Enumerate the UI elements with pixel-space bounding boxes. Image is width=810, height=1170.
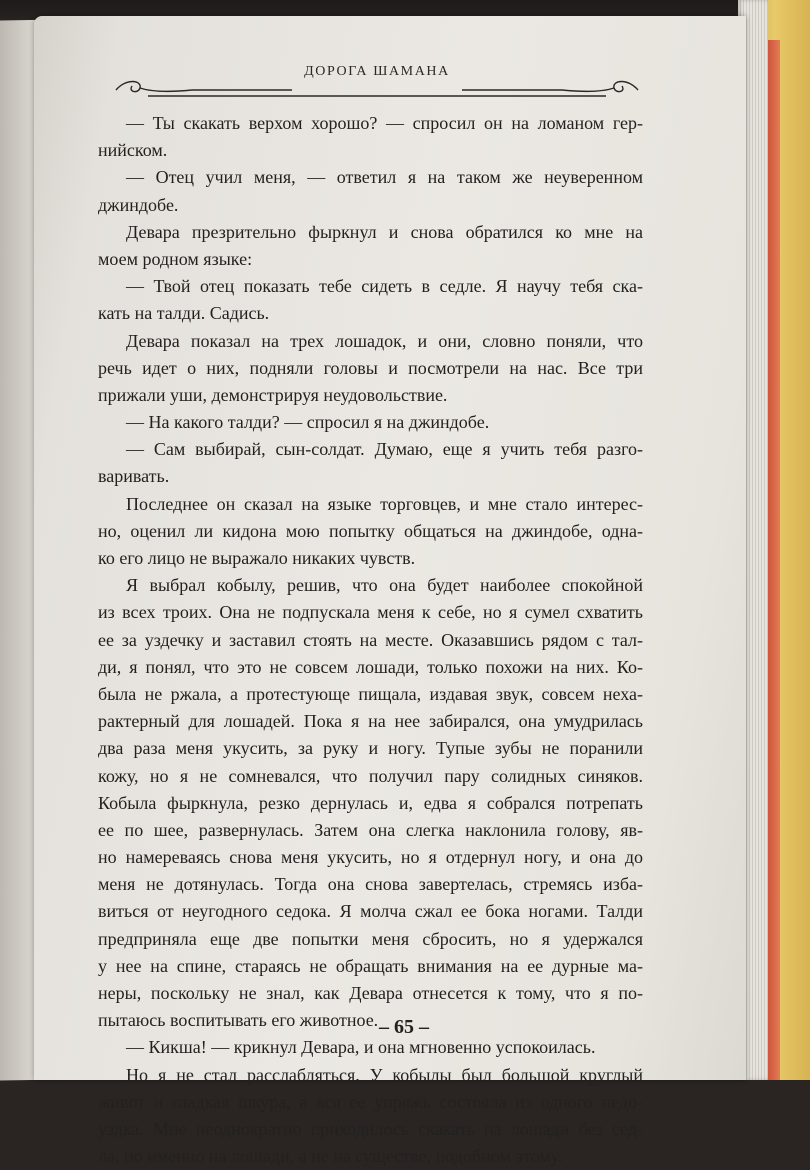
text-line: — Твой отец показать тебе сидеть в седле. Я научу тебя ска-: [126, 276, 643, 297]
text-line: ее по шее, развернулась. Затем она слегка наклонила голову, яв-: [98, 819, 643, 840]
text-line: — Кикша! — крикнул Девара, и она мгновенно успокоилась.: [126, 1037, 596, 1058]
text-line: Девара показал на трех лошадок, и они, словно поняли, что: [126, 330, 643, 351]
text-line: моем родном языке:: [98, 248, 253, 269]
text-line: виться от неугодного седока. Я молча сжал ее бока ногами. Талди: [98, 901, 643, 922]
text-line: Я выбрал кобылу, решив, что она будет наиболее спокойной: [126, 575, 643, 596]
text-line: рактерный для лошадей. Пока я на нее забирался, она умудрилась: [98, 711, 643, 732]
page-header: [112, 62, 642, 102]
text-line: — На какого талди? — спросил я на джиндобе.: [126, 412, 490, 433]
text-line: речь идет о них, подняли головы и посмотрели на нас. Все три: [98, 357, 643, 378]
text-line: кать на талди. Садись.: [98, 303, 270, 324]
text-line: — Сам выбирай, сын-солдат. Думаю, еще я учить тебя разго-: [126, 439, 643, 460]
text-line: живот и гладкая шкура, а вся ее упряжь состояла из одного недо-: [98, 1091, 643, 1112]
text-line: Девара презрительно фыркнул и снова обратился ко мне на: [126, 221, 643, 242]
cover-edge: [768, 40, 780, 1080]
text-line: прижали уши, демонстрируя неудовольствие.: [98, 384, 448, 405]
text-line: Последнее он сказал на языке торговцев, и мне стало интерес-: [126, 493, 643, 514]
text-line: уздка. Мне неоднократно приходилось скакать на лошади без сед-: [98, 1118, 643, 1139]
text-line: Но я не стал расслабляться. У кобылы был большой круглый: [126, 1064, 643, 1085]
text-line: из всех троих. Она не подпускала меня к себе, но я сумел схватить: [98, 602, 643, 623]
text-line: нийском.: [98, 140, 168, 161]
text-line: пытаюсь воспитывать его животное.: [98, 1010, 379, 1031]
text-line: меня не дотянулась. Тогда она снова завертелась, стремясь изба-: [98, 874, 643, 895]
running-title: ДОРОГА ШАМАНА: [304, 64, 450, 79]
body-text: [98, 110, 643, 1170]
ornamental-rule: [112, 76, 642, 102]
text-line: но, оценил ли кидона мою попытку общаться на джиндобе, одна-: [98, 520, 643, 541]
text-line: ла, но именно на лошади, а не на существе, подобном этому.: [98, 1146, 563, 1167]
text-line: — Отец учил меня, — ответил я на таком же неуверенном: [126, 167, 643, 188]
text-line: Кобыла фыркнула, резко дернулась и, едва я собрался потрепать: [98, 792, 643, 813]
text-line: предприняла еще две попытки меня сбросить, но я удержался: [98, 928, 643, 949]
text-line: ди, я понял, что это не совсем лошади, только похожи на них. Ко-: [98, 656, 643, 677]
text-line: у нее на спине, стараясь не обращать внимания на ее дурные ма-: [98, 955, 643, 976]
book-page: [34, 16, 746, 1167]
text-line: ко его лицо не выражало никаких чувств.: [98, 548, 416, 568]
text-line: — Ты скакать верхом хорошо? — спросил он на ломаном гер-: [126, 113, 643, 133]
text-line: два раза меня укусить, за руку и ногу. Тупые зубы не поранили: [98, 738, 643, 759]
page-number: – 65 –: [379, 1016, 429, 1038]
text-line: варивать.: [98, 466, 170, 487]
text-line: неры, поскольку не знал, как Девара отнесется к тому, что я по-: [98, 983, 643, 1003]
text-line: ее за уздечку и заставил стоять на месте. Оказавшись рядом с тал-: [98, 629, 643, 650]
text-line: джиндобе.: [98, 194, 179, 215]
text-line: но намереваясь снова меня укусить, но я отдернул ногу, и она до: [98, 847, 643, 868]
text-line: кожу, но я не сомневался, что получил пару солидных синяков.: [98, 765, 643, 786]
text-line: была не ржала, а протестующе пищала, издавая звук, совсем неха-: [98, 683, 643, 704]
